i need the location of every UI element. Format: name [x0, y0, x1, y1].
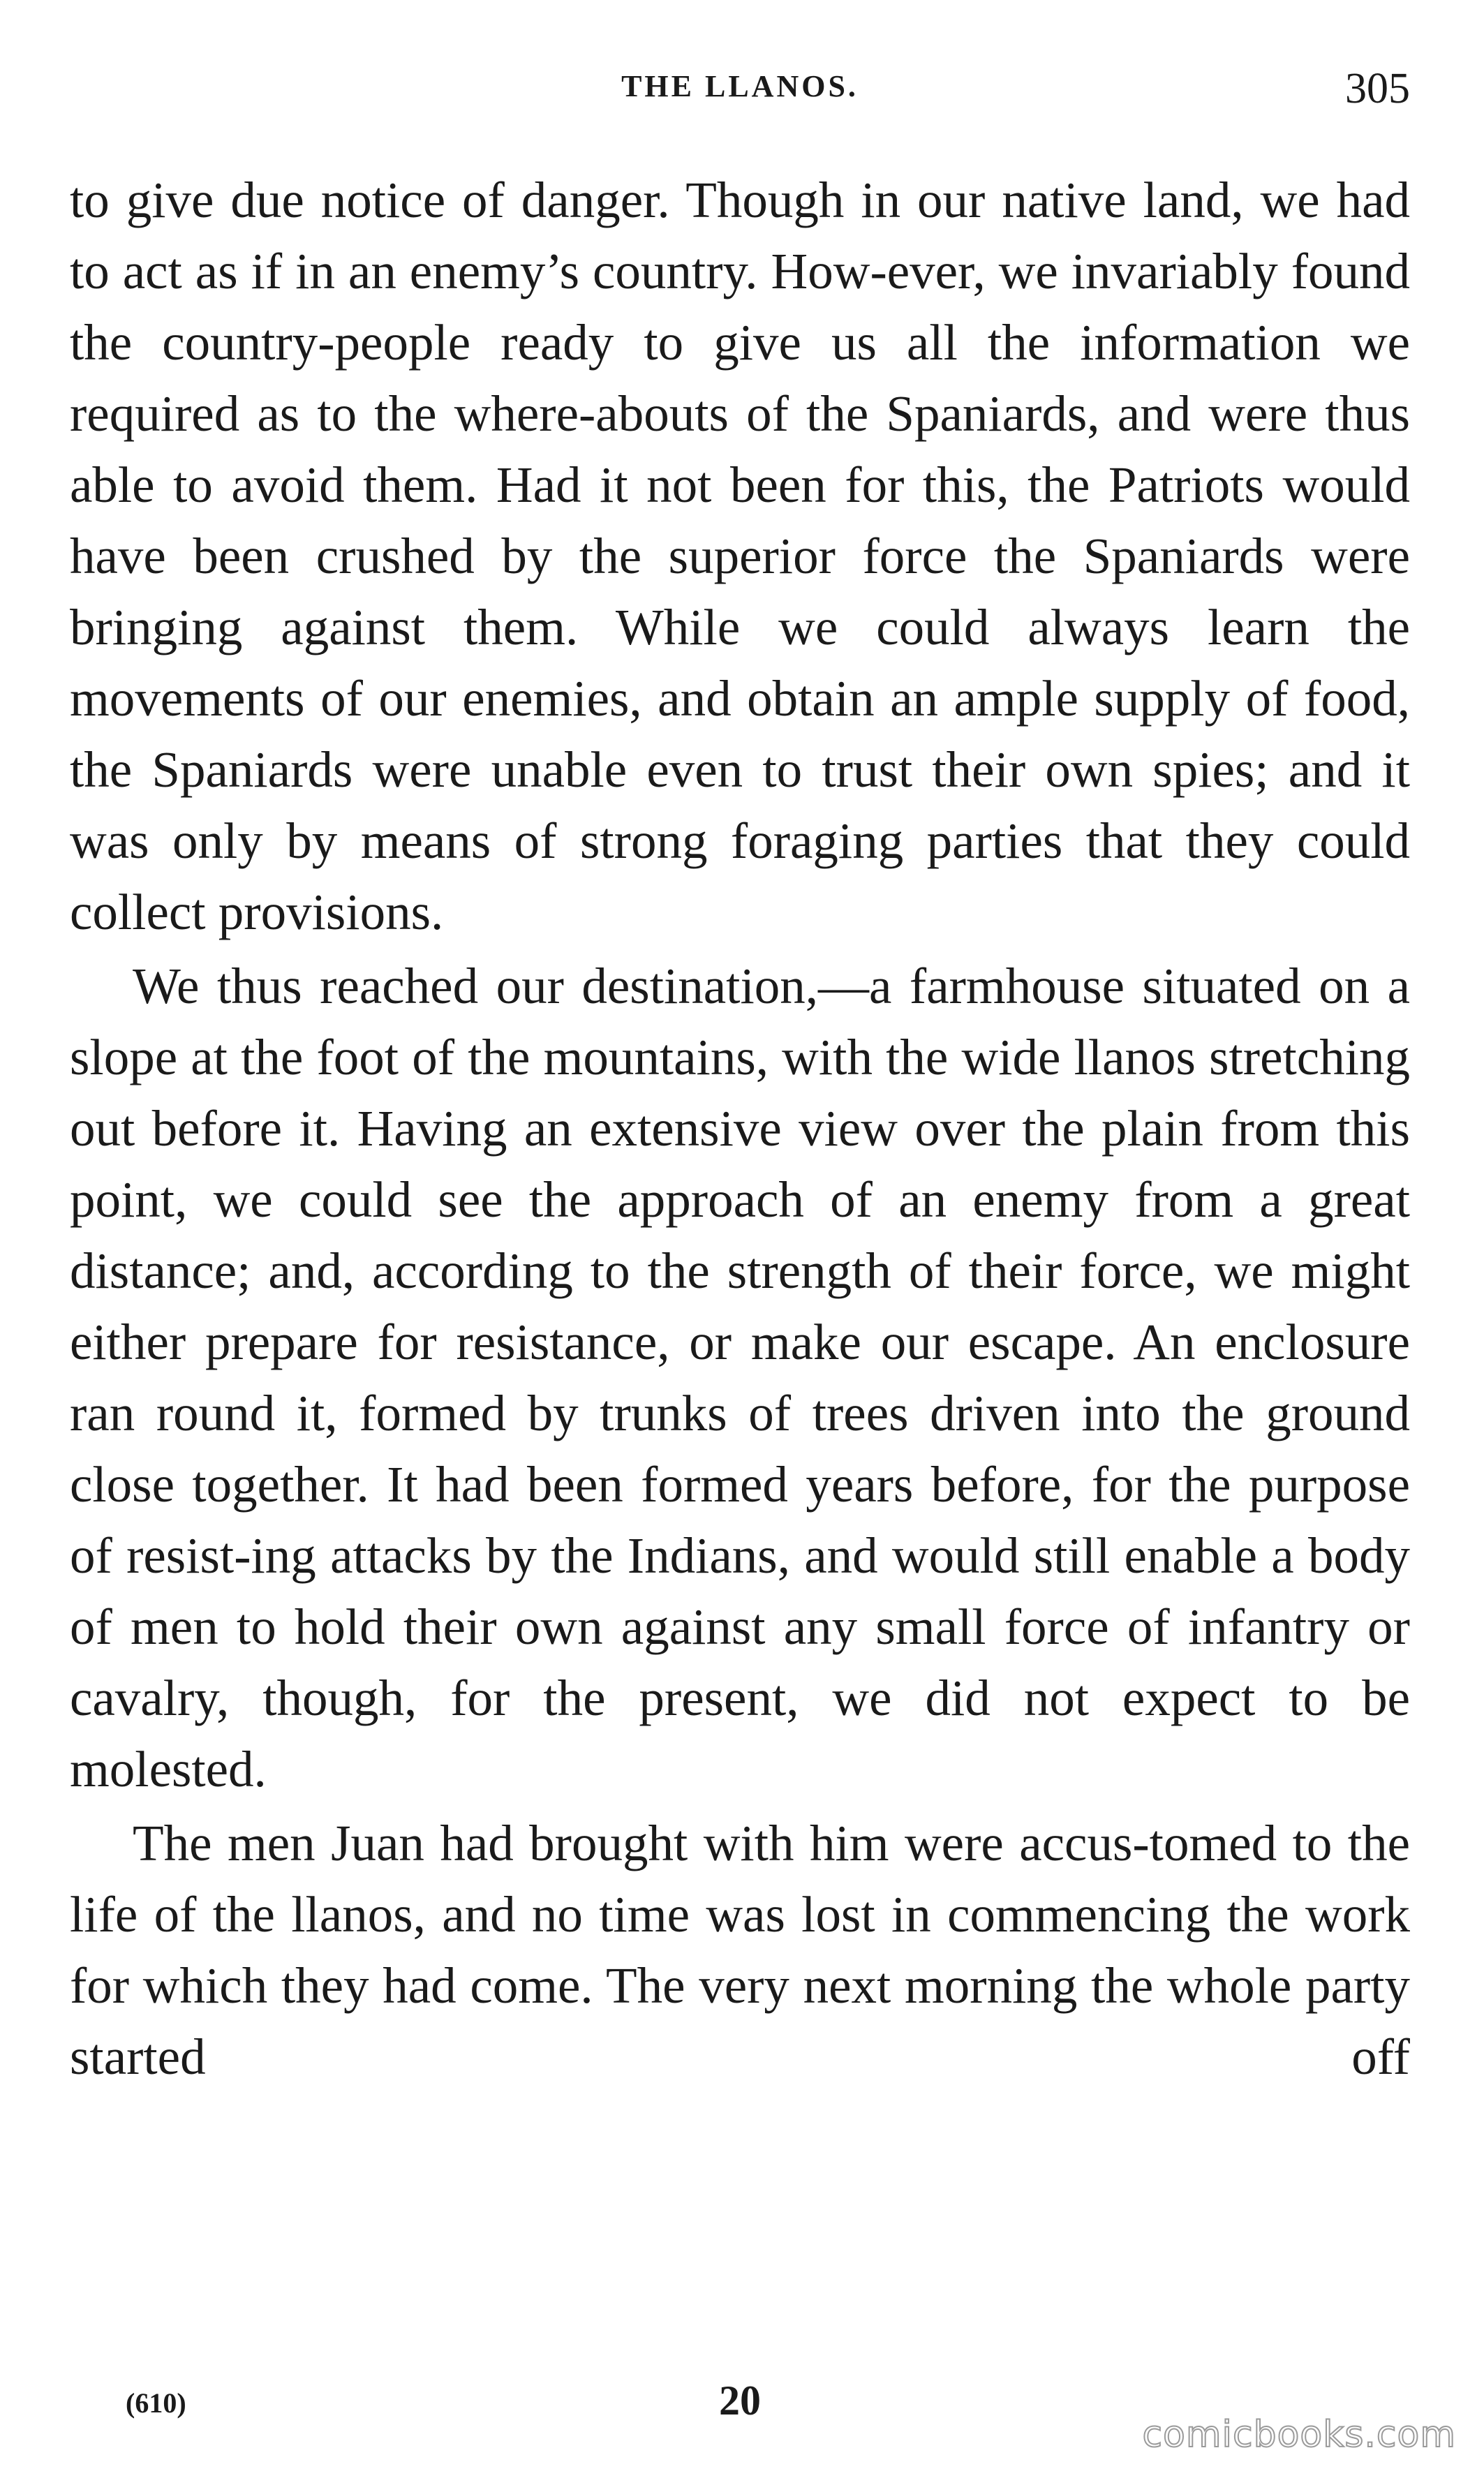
running-title: THE LLANOS. — [621, 69, 859, 103]
watermark-text: comicbooks.com — [1142, 2414, 1456, 2456]
signature-number: 20 — [719, 2378, 761, 2424]
paragraph-3: The men Juan had brought with him were accus-tomed to the life of the llanos, and no time was lost in commencing the work for which they had come. The very next morning the whole party started off — [70, 1815, 1410, 2085]
paragraph-1: to give due notice of danger. Though in our native land, we had to act as if in an enemy’s country. How-ever, we invariably found the country-people ready to give us all the information we required as to the where-abouts of the Spaniards, and were thus able to avoid them. Had it not been for this, the Patriots would have been crushed by the superior force the Spaniards were bringing against them. While we could always learn the movements of our enemies, and obtain an ample supply of food, the Spaniards were unable even to trust their own spies; and it was only by means of strong foraging parties that they could collect provisions. — [70, 172, 1410, 940]
body-text — [70, 165, 1410, 2093]
page-number: 305 — [1345, 65, 1410, 112]
running-head — [70, 64, 1410, 120]
paragraph-2: We thus reached our destination,—a farmhouse situated on a slope at the foot of the mountains, with the wide llanos stretching out before it. Having an extensive view over the plain from this point, we could see the approach of an enemy from a great distance; and, according to the strength of their force, we might either prepare for resistance, or make our escape. An enclosure ran round it, formed by trunks of trees driven into the ground close together. It had been formed years before, for the purpose of resist-ing attacks by the Indians, and would still enable a body of men to hold their own against any small force of infantry or cavalry, though, for the present, we did not expect to be molested. — [70, 958, 1410, 1797]
signature-mark: (610) — [126, 2387, 186, 2419]
